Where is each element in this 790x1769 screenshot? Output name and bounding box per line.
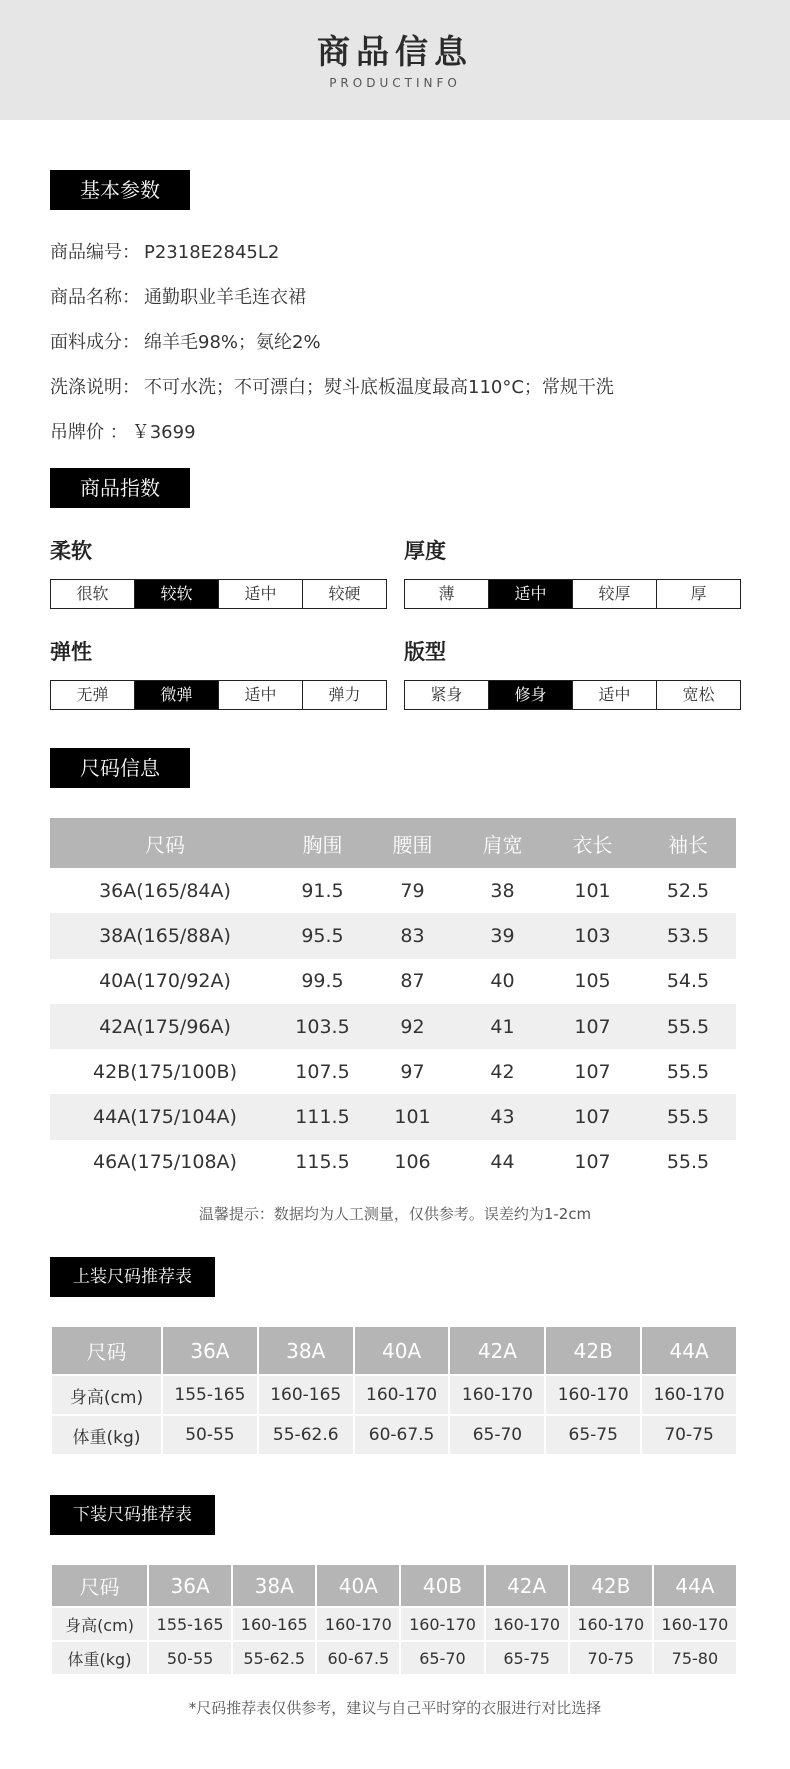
table-cell: 107 [545,1004,640,1049]
table-cell: 42A [450,1327,544,1374]
table-cell: 身高(cm) [52,1376,161,1414]
table-cell: 55-62.6 [259,1416,353,1454]
table-cell: 36A [163,1327,257,1374]
table-row [50,913,736,958]
table-cell: 83 [365,913,460,958]
table-cell: 107 [574,1151,611,1174]
table-cell: 42B [546,1327,640,1374]
table-cell: 160-170 [450,1376,544,1414]
table-cell: 40A [355,1327,449,1374]
index-label-softness: 柔软 [50,539,92,563]
page-header [0,0,790,120]
table-cell: 160-170 [355,1376,449,1414]
table-row [50,1004,736,1049]
scale-option: 弹力 [328,685,361,704]
product-index-tag: 商品指数 [50,468,190,508]
table-row [50,868,736,913]
scale-option: 厚 [690,584,707,603]
scale-option: 无弹 [51,681,135,709]
table-cell: 55.5 [666,1151,710,1174]
info-row-code [50,238,279,264]
bottom-rec-table [50,1563,738,1676]
info-row-price [50,418,196,444]
index-label-fit: 版型 [404,640,446,664]
table-cell: 91.5 [301,879,344,902]
table-cell: 160-170 [570,1608,652,1640]
info-row-wash [50,373,614,399]
table-cell: 42A(175/96A) [50,1004,280,1049]
table-cell: 52.5 [666,879,710,902]
table-cell: 65-75 [486,1642,568,1674]
info-row-fabric [50,328,321,354]
table-cell: 160-165 [233,1608,315,1640]
table-cell: 155-165 [163,1376,257,1414]
top-rec-table [50,1325,738,1456]
table-cell: 160-170 [642,1376,736,1414]
fit-scale [404,680,741,710]
rec-header-row [52,1565,736,1606]
bottom-rec-tag: 下装尺码推荐表 [50,1495,215,1535]
table-cell: 50-55 [149,1642,231,1674]
info-value: ￥3699 [131,422,196,443]
info-value: 绵羊毛98%；氨纶2% [144,332,321,353]
table-cell: 105 [574,970,611,993]
table-cell: 54.5 [666,970,710,993]
top-rec-tag: 上装尺码推荐表 [50,1257,215,1297]
softness-scale [50,579,387,609]
table-cell: 40B [401,1565,483,1606]
info-label: 商品名称： [50,287,140,308]
table-row [52,1376,736,1414]
table-cell: 79 [400,879,425,902]
info-label: 商品编号： [50,242,140,263]
table-cell: 111.5 [280,1094,365,1139]
column-header: 胸围 [280,818,365,868]
table-cell: 107 [574,1060,611,1083]
table-cell: 160-170 [486,1608,568,1640]
table-cell: 160-170 [401,1608,483,1640]
thickness-scale [404,579,741,609]
table-row [50,1140,736,1185]
basic-params-tag: 基本参数 [50,170,190,210]
table-cell: 尺码 [52,1327,161,1374]
column-header: 袖长 [640,818,736,868]
table-cell: 50-55 [163,1416,257,1454]
table-cell: 身高(cm) [52,1608,147,1640]
column-header: 尺码 [50,818,280,868]
table-cell: 体重(kg) [52,1642,147,1674]
scale-option: 宽松 [682,685,715,704]
info-label: 洗涤说明： [50,377,140,398]
scale-option: 较软 [135,580,219,608]
scale-option: 适中 [219,681,303,709]
table-cell: 160-165 [259,1376,353,1414]
table-cell: 160-170 [654,1608,736,1640]
scale-option: 适中 [573,681,657,709]
scale-option: 薄 [405,580,489,608]
scale-option: 修身 [489,681,573,709]
table-row [50,959,736,1004]
table-cell: 70-75 [642,1416,736,1454]
scale-option: 较厚 [573,580,657,608]
table-cell: 70-75 [570,1642,652,1674]
table-cell: 65-70 [401,1642,483,1674]
info-value: 通勤职业羊毛连衣裙 [144,287,306,308]
info-label: 面料成分： [50,332,140,353]
page-title: 商品信息 [317,32,473,71]
measurement-note: 温馨提示：数据均为人工测量，仅供参考。误差约为1-2cm [198,1205,592,1223]
table-cell: 44A [642,1327,736,1374]
table-cell: 65-70 [450,1416,544,1454]
size-info-tag: 尺码信息 [50,748,190,788]
table-cell: 87 [400,970,425,993]
info-label: 吊牌价 ： [50,422,128,443]
table-cell: 107 [545,1094,640,1139]
table-cell: 38A [259,1327,353,1374]
scale-option: 很软 [51,580,135,608]
table-cell: 95.5 [280,913,365,958]
info-value: 不可水洗；不可漂白；熨斗底板温度最高110°C；常规干洗 [144,377,614,398]
column-header: 衣长 [545,818,640,868]
table-cell: 106 [394,1151,431,1174]
table-cell: 体重(kg) [52,1416,161,1454]
scale-option: 较硬 [328,584,361,603]
page-subtitle: PRODUCTINFO [329,76,461,90]
table-cell: 42 [490,1060,515,1083]
table-cell: 160-170 [546,1376,640,1414]
table-cell: 60-67.5 [317,1642,399,1674]
size-table [50,818,736,1185]
table-cell: 65-75 [546,1416,640,1454]
table-cell: 44A(175/104A) [50,1094,280,1139]
table-cell: 55.5 [640,1004,736,1049]
table-cell: 38A [233,1565,315,1606]
table-cell: 42A [486,1565,568,1606]
table-row [52,1608,736,1640]
table-cell: 101 [365,1094,460,1139]
table-row [52,1416,736,1454]
table-cell: 103.5 [280,1004,365,1049]
table-cell: 40A(170/92A) [99,970,231,993]
table-cell: 43 [460,1094,545,1139]
table-row [52,1642,736,1674]
table-cell: 44 [490,1151,515,1174]
table-cell: 92 [365,1004,460,1049]
table-cell: 107.5 [295,1060,350,1083]
column-header: 腰围 [365,818,460,868]
table-cell: 46A(175/108A) [93,1151,237,1174]
table-row [50,1049,736,1094]
table-cell: 39 [460,913,545,958]
table-cell: 115.5 [295,1151,350,1174]
scale-option: 微弹 [135,681,219,709]
table-row [50,1094,736,1139]
table-cell: 55-62.5 [233,1642,315,1674]
table-cell: 尺码 [52,1565,147,1606]
table-cell: 160-170 [317,1608,399,1640]
table-cell: 55.5 [666,1060,710,1083]
table-cell: 40 [490,970,515,993]
table-cell: 42B [570,1565,652,1606]
scale-option: 适中 [489,580,573,608]
table-cell: 155-165 [149,1608,231,1640]
table-cell: 103 [545,913,640,958]
table-cell: 97 [400,1060,425,1083]
footer-note: *尺码推荐表仅供参考，建议与自己平时穿的衣服进行对比选择 [188,1699,602,1717]
index-label-elasticity: 弹性 [50,640,92,664]
table-cell: 99.5 [301,970,344,993]
info-row-name [50,283,306,309]
table-cell: 41 [460,1004,545,1049]
table-cell: 36A(165/84A) [99,879,231,902]
elasticity-scale [50,680,387,710]
table-cell: 42B(175/100B) [92,1060,237,1083]
rec-header-row [52,1327,736,1374]
table-cell: 38 [490,879,515,902]
table-cell: 53.5 [640,913,736,958]
column-header: 肩宽 [460,818,545,868]
table-cell: 38A(165/88A) [50,913,280,958]
table-cell: 60-67.5 [355,1416,449,1454]
index-label-thickness: 厚度 [404,539,446,563]
table-cell: 40A [317,1565,399,1606]
table-cell: 44A [654,1565,736,1606]
table-cell: 55.5 [640,1094,736,1139]
table-cell: 101 [574,879,611,902]
info-value: P2318E2845L2 [144,242,280,263]
size-table-header [50,818,736,868]
scale-option: 适中 [219,580,303,608]
table-cell: 36A [149,1565,231,1606]
table-cell: 75-80 [654,1642,736,1674]
scale-option: 紧身 [405,681,489,709]
